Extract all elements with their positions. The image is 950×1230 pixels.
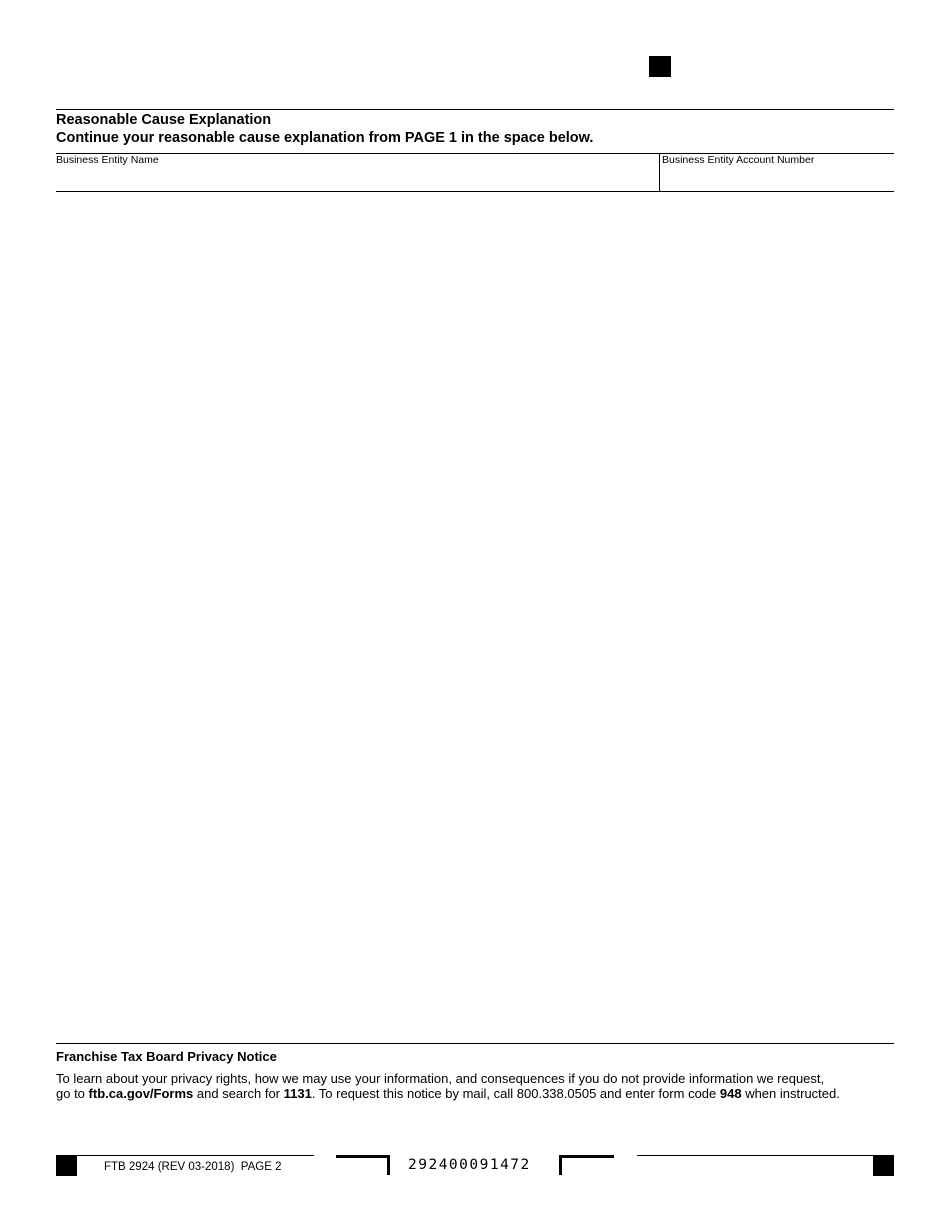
explanation-textarea[interactable] — [56, 196, 894, 1036]
entity-name-label: Business Entity Name — [56, 154, 159, 166]
fields-bottom-rule — [56, 191, 894, 192]
form-id-text: FTB 2924 (REV 03-2018) — [104, 1161, 235, 1173]
privacy-line-2-a: go to — [56, 1086, 89, 1101]
privacy-search-code: 1131 — [283, 1086, 312, 1101]
privacy-rule — [56, 1043, 894, 1044]
footer-left-rule — [56, 1155, 314, 1156]
account-number-input[interactable] — [662, 168, 890, 188]
privacy-line-2-c: . To request this notice by mail, call 800.338.0505 and enter form code — [311, 1086, 720, 1101]
privacy-line-2-b: and search for — [193, 1086, 284, 1101]
account-number-label: Business Entity Account Number — [662, 154, 815, 166]
privacy-line-2-d: when instructed. — [741, 1086, 840, 1101]
privacy-forms-link[interactable]: ftb.ca.gov/Forms — [88, 1086, 194, 1101]
header-rule — [56, 109, 894, 110]
privacy-line-2 — [56, 1086, 840, 1101]
privacy-form-code: 948 — [719, 1086, 742, 1101]
registration-mark-bottom-left — [56, 1155, 77, 1176]
page-number: PAGE 2 — [240, 1161, 282, 1173]
section-title: Reasonable Cause Explanation — [56, 112, 272, 128]
registration-mark-bottom-right — [873, 1155, 894, 1176]
barcode-bracket-left — [336, 1155, 390, 1175]
footer-right-rule — [637, 1155, 894, 1156]
privacy-title: Franchise Tax Board Privacy Notice — [56, 1049, 277, 1064]
section-subtitle: Continue your reasonable cause explanation from PAGE 1 in the space below. — [56, 130, 594, 146]
fields-divider — [659, 153, 660, 191]
form-id — [104, 1161, 282, 1173]
privacy-line-1: To learn about your privacy rights, how we may use your information, and consequences if you do not provide information we request, — [56, 1071, 825, 1086]
barcode-bracket-right — [559, 1155, 614, 1175]
barcode-number: 292400091472 — [408, 1157, 531, 1173]
registration-mark-top — [649, 56, 671, 77]
entity-name-input[interactable] — [56, 168, 654, 188]
